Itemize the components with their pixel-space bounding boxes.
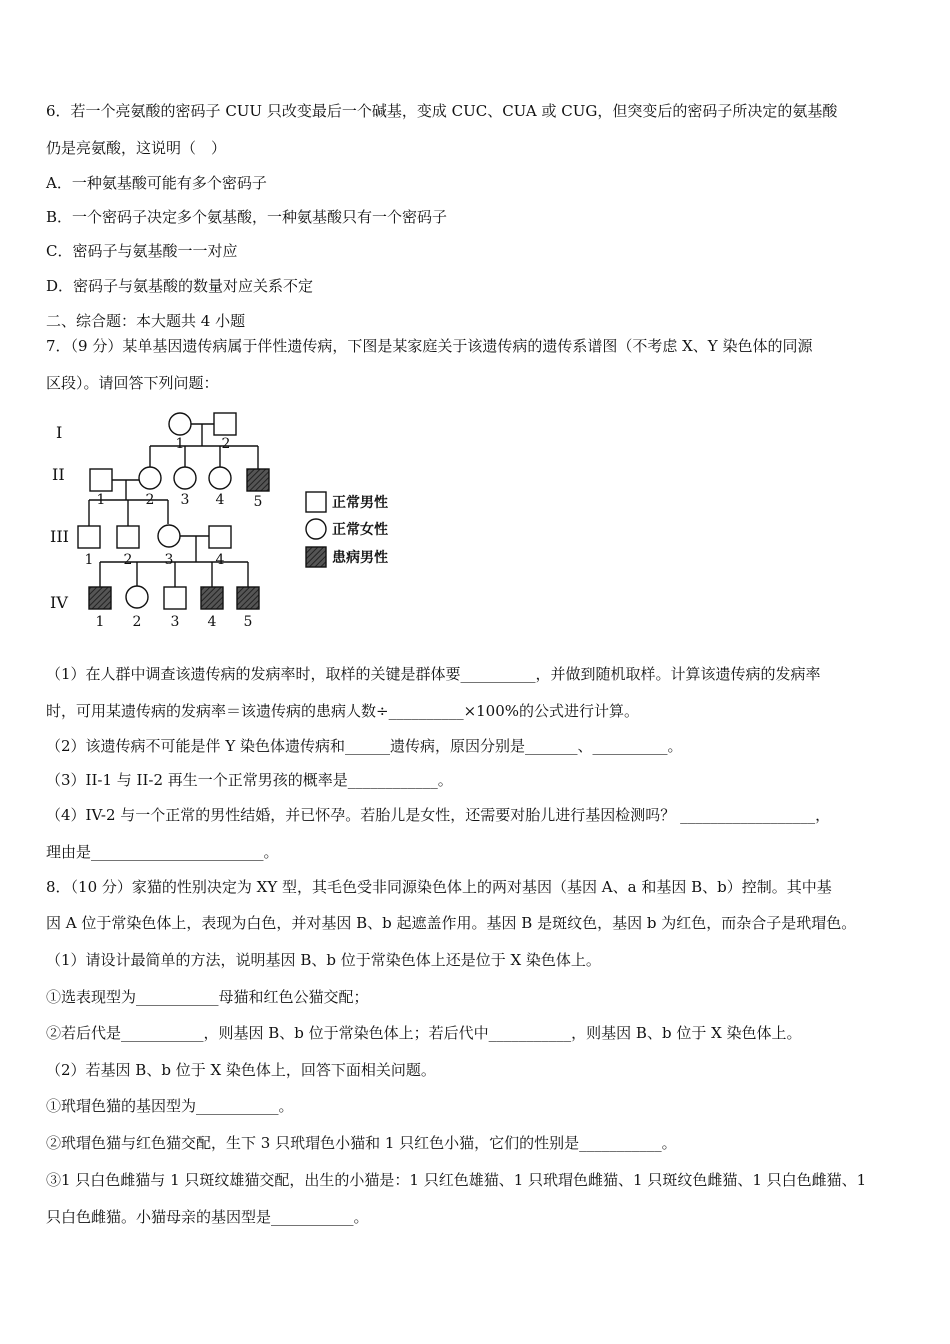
g3-male-4 [209, 526, 231, 548]
g3-male-1 [78, 526, 100, 548]
legend-normal-male-icon [306, 492, 326, 512]
q8-sub2-q2: ②玳瑁色猫与红色猫交配，生下 3 只玳瑁色小猫和 1 只红色小猫，它们的性别是___________。 [46, 1134, 677, 1152]
g2-female-3 [174, 467, 196, 489]
q8-stem-line1: 8．（10 分）家猫的性别决定为 XY 型，其毛色受非同源染色体上的两对基因（基因 A、a 和基因 B、b）控制。其中基 [46, 878, 832, 896]
q8-sub2-q3-line2: 只白色雌猫。小猫母亲的基因型是___________。 [46, 1208, 369, 1226]
g4-male-3 [164, 587, 186, 609]
q7-stem-line2: 区段）。请回答下列问题： [46, 374, 219, 392]
g4-affected-male-1 [89, 587, 111, 609]
g1-num-1: 1 [175, 436, 185, 452]
q8-sub1-step1: ①选表现型为___________母猫和红色公猫交配； [46, 988, 369, 1006]
q6-stem-line2: 仍是亮氨酸，这说明（ ） [46, 139, 227, 157]
gen-label-2: II [52, 465, 65, 484]
g2-male-1 [90, 469, 112, 491]
q7-sub3: （3）II-1 与 II-2 再生一个正常男孩的概率是____________。 [46, 771, 453, 789]
q6-option-a: A．一种氨基酸可能有多个密码子 [46, 174, 267, 192]
g3-num-3: 3 [164, 552, 174, 568]
pedigree-chart [40, 400, 420, 635]
g4-num-3: 3 [170, 614, 180, 630]
g3-male-2 [117, 526, 139, 548]
legend-affected-male-label: 患病男性 [332, 550, 388, 566]
gen-label-1: I [56, 423, 63, 442]
q7-sub2: （2）该遗传病不可能是伴 Y 染色体遗传病和______遗传病，原因分别是_______、__________。 [46, 737, 683, 755]
g2-female-2 [139, 467, 161, 489]
g2-num-4: 4 [215, 492, 225, 508]
gen-label-4: IV [50, 593, 68, 612]
g2-num-1: 1 [96, 492, 106, 508]
section-heading: 二、综合题：本大题共 4 小题 [46, 312, 246, 330]
q8-stem-line2: 因 A 位于常染色体上，表现为白色，并对基因 B、b 起遮盖作用。基因 B 是斑纹色，基因 b 为红色，而杂合子是玳瑁色。 [46, 914, 857, 932]
g4-num-5: 5 [243, 614, 253, 630]
legend-normal-female-icon [306, 519, 326, 539]
q6-option-d: D．密码子与氨基酸的数量对应关系不定 [46, 277, 314, 295]
legend-normal-male-label: 正常男性 [332, 495, 388, 511]
g4-affected-male-4 [201, 587, 223, 609]
q7-sub4-line1: （4）IV-2 与一个正常的男性结婚，并已怀孕。若胎儿是女性，还需要对胎儿进行基因检测吗？ __________________， [46, 806, 831, 824]
g4-num-1: 1 [95, 614, 105, 630]
g2-affected-male-5 [247, 469, 269, 491]
legend-normal-female-label: 正常女性 [332, 522, 388, 538]
legend-affected-male-icon [306, 547, 326, 567]
g4-num-2: 2 [132, 614, 142, 630]
q7-stem-line1: 7．（9 分）某单基因遗传病属于伴性遗传病，下图是某家庭关于该遗传病的遗传系谱图（不考虑 X、Y 染色体的同源 [46, 337, 813, 355]
g1-male-2 [214, 413, 236, 435]
q7-sub1-line2: 时，可用某遗传病的发病率＝该遗传病的患病人数÷__________×100%的公式进行计算。 [46, 702, 640, 720]
q6-stem-line1: 6．若一个亮氨酸的密码子 CUU 只改变最后一个碱基，变成 CUC、CUA 或 CUG，但突变后的密码子所决定的氨基酸 [46, 102, 838, 120]
gen-label-3: III [50, 527, 69, 546]
g1-female-1 [169, 413, 191, 435]
g3-num-4: 4 [215, 552, 225, 568]
q8-sub1: （1）请设计最简单的方法，说明基因 B、b 位于常染色体上还是位于 X 染色体上。 [46, 951, 601, 969]
g3-num-2: 2 [123, 552, 133, 568]
g2-female-4 [209, 467, 231, 489]
g4-affected-male-5 [237, 587, 259, 609]
q8-sub2: （2）若基因 B、b 位于 X 染色体上，回答下面相关问题。 [46, 1061, 436, 1079]
g2-num-5: 5 [253, 494, 263, 510]
q7-sub4-line2: 理由是_______________________。 [46, 843, 279, 861]
g4-num-4: 4 [207, 614, 217, 630]
q6-option-b: B．一个密码子决定多个氨基酸，一种氨基酸只有一个密码子 [46, 208, 448, 226]
q8-sub2-q3-line1: ③1 只白色雌猫与 1 只斑纹雄猫交配，出生的小猫是：1 只红色雄猫、1 只玳瑁色雌猫、1 只斑纹色雌猫、1 只白色雌猫、1 [46, 1171, 867, 1189]
q8-sub2-q1: ①玳瑁色猫的基因型为___________。 [46, 1097, 294, 1115]
g2-num-2: 2 [145, 492, 155, 508]
g4-female-2 [126, 586, 148, 608]
q7-sub1-line1: （1）在人群中调查该遗传病的发病率时，取样的关键是群体要__________，并做到随机取样。计算该遗传病的发病率 [46, 665, 821, 683]
g2-num-3: 3 [180, 492, 190, 508]
g3-female-3 [158, 525, 180, 547]
g1-num-2: 2 [221, 436, 231, 452]
q8-sub1-step2: ②若后代是___________，则基因 B、b 位于常染色体上；若后代中___________，则基因 B、b 位于 X 染色体上。 [46, 1024, 802, 1042]
q6-option-c: C．密码子与氨基酸一一对应 [46, 242, 238, 260]
g3-num-1: 1 [84, 552, 94, 568]
